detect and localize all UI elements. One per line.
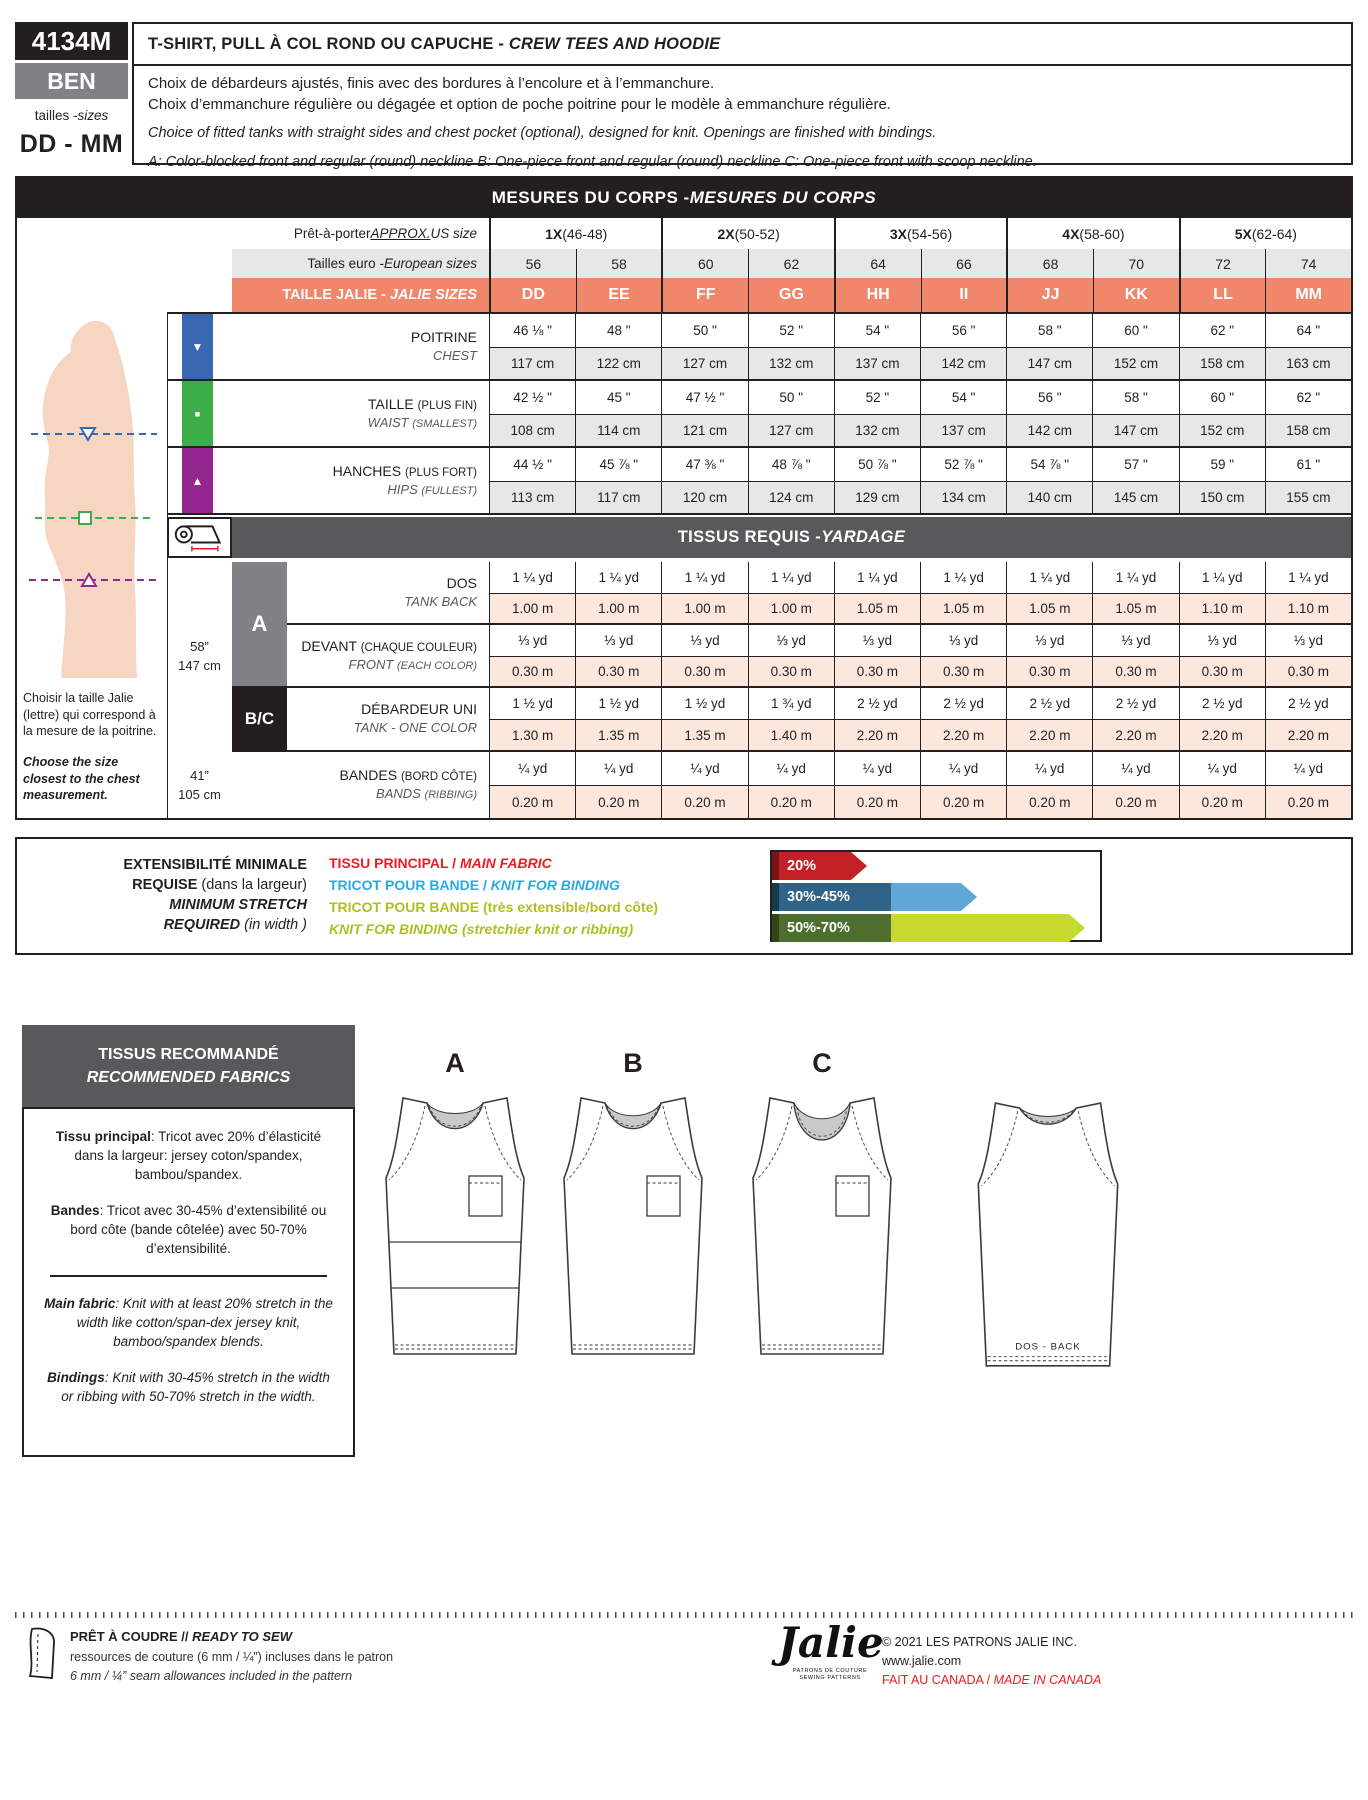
m-cell: 0.30 m bbox=[920, 657, 1006, 686]
m-cell: 1.05 m bbox=[1092, 594, 1178, 623]
waist-cm-cell: 147 cm bbox=[1092, 415, 1178, 446]
euro-size-cell: 66 bbox=[921, 249, 1007, 278]
waist-label: TAILLE (PLUS FIN) WAIST (SMALLEST) bbox=[367, 395, 477, 430]
yd-cell: ¼ yd bbox=[920, 752, 1006, 786]
waist-cm-cell: 108 cm bbox=[489, 415, 575, 446]
waist-in-cell: 45 " bbox=[575, 381, 661, 415]
m-cell: 2.20 m bbox=[1265, 720, 1351, 750]
model-code-badge bbox=[15, 63, 128, 99]
waist-cm-cell: 114 cm bbox=[575, 415, 661, 446]
waist-cm-cell: 158 cm bbox=[1265, 415, 1351, 446]
ribbing-legend-en: KNIT FOR BINDING (stretchier knit or ribbing) bbox=[329, 921, 634, 937]
hips-in-cell: 48 ⅞ " bbox=[748, 448, 834, 482]
website-url: www.jalie.com bbox=[882, 1654, 962, 1668]
yd-cell: 1 ¼ yd bbox=[834, 562, 920, 594]
hips-in-cell: 54 ⅞ " bbox=[1006, 448, 1092, 482]
chest-in-cell: 62 " bbox=[1179, 314, 1265, 348]
us-size-row bbox=[232, 218, 1351, 250]
arrow-shaft bbox=[891, 883, 961, 911]
waist-cm-cell: 121 cm bbox=[661, 415, 747, 446]
m-cell: 0.20 m bbox=[575, 786, 661, 818]
m-cell: 2.20 m bbox=[1179, 720, 1265, 750]
yd-cell: 1 ¼ yd bbox=[1092, 562, 1178, 594]
size-selection-note-fr: Choisir la taille Jalie (lettre) qui correspond à la mesure de la poitrine. bbox=[23, 691, 157, 738]
description-fr-1: Choix de débardeurs ajustés, finis avec des bordures à l’encolure et à l’emmanchure. bbox=[148, 75, 715, 92]
m-cell: 0.30 m bbox=[489, 657, 575, 686]
made-in-canada: FAIT AU CANADA / MADE IN CANADA bbox=[882, 1673, 1102, 1687]
hips-label: HANCHES (PLUS FORT) HIPS (FULLEST) bbox=[332, 462, 477, 497]
m-cell: 2.20 m bbox=[1006, 720, 1092, 750]
jalie-size-cell: FF bbox=[661, 278, 748, 312]
recommended-fabrics-header: TISSUS RECOMMANDÉ RECOMMENDED FABRICS bbox=[22, 1025, 355, 1107]
us-size-cells bbox=[489, 218, 1351, 249]
m-cell: 0.30 m bbox=[661, 657, 747, 686]
chest-cm-cell: 132 cm bbox=[748, 348, 834, 379]
yd-cell: 2 ½ yd bbox=[1179, 688, 1265, 720]
yd-cell: ¼ yd bbox=[661, 752, 747, 786]
jalie-logo-subtitle: PATRONS DE COUTURE SEWING PATTERNS bbox=[792, 1668, 868, 1681]
m-cell: 0.20 m bbox=[1006, 786, 1092, 818]
yd-cell: 2 ½ yd bbox=[1092, 688, 1178, 720]
m-cell: 1.00 m bbox=[489, 594, 575, 623]
yd-cell: 2 ½ yd bbox=[1265, 688, 1351, 720]
yd-cell: ¼ yd bbox=[575, 752, 661, 786]
tank-back-row bbox=[232, 562, 1351, 623]
hips-cm-cell: 150 cm bbox=[1179, 482, 1265, 513]
jalie-size-cell: DD bbox=[489, 278, 576, 312]
hips-cm-cell: 120 cm bbox=[661, 482, 747, 513]
hips-cm-cell: 124 cm bbox=[748, 482, 834, 513]
jalie-size-cell: GG bbox=[748, 278, 834, 312]
chest-cm-cell: 147 cm bbox=[1006, 348, 1092, 379]
chest-row bbox=[167, 314, 1351, 379]
fabrics-para-bands-en: Bindings: Knit with 30-45% stretch in the width or ribbing with 50-70% stretch in the width. bbox=[47, 1370, 330, 1404]
ready-to-sew-note bbox=[70, 1627, 393, 1686]
m-cell: 1.05 m bbox=[1006, 594, 1092, 623]
one-color-tank-row bbox=[232, 688, 1351, 750]
front-yd-cells bbox=[489, 625, 1351, 657]
bar-tick bbox=[772, 883, 779, 911]
yd-cell: ⅓ yd bbox=[834, 625, 920, 657]
waist-in-cell: 52 " bbox=[834, 381, 920, 415]
m-cell: 0.30 m bbox=[1265, 657, 1351, 686]
hips-inches-cells bbox=[489, 448, 1351, 482]
view-a-group-badge: A bbox=[232, 562, 287, 686]
view-c-letter: C bbox=[812, 1048, 832, 1078]
seam-allowance-fr: ressources de couture (6 mm / ¼”) incluses dans le patron bbox=[70, 1650, 394, 1664]
euro-size-cell: 62 bbox=[748, 249, 834, 278]
yd-cell: 1 ¼ yd bbox=[489, 562, 575, 594]
hips-cm-cell: 140 cm bbox=[1006, 482, 1092, 513]
yd-cell: ⅓ yd bbox=[920, 625, 1006, 657]
bands-yd-cells bbox=[489, 752, 1351, 786]
hips-cm-cell: 113 cm bbox=[489, 482, 575, 513]
waist-in-cell: 60 " bbox=[1179, 381, 1265, 415]
size-range: DD - MM bbox=[19, 129, 124, 158]
m-cell: 0.20 m bbox=[489, 786, 575, 818]
bands-row bbox=[232, 752, 1351, 818]
one-color-m-cells bbox=[489, 720, 1351, 750]
stretch-bar-20 bbox=[772, 852, 867, 880]
stretch-bar-50-70-label: 50%-70% bbox=[779, 914, 891, 942]
arrow-head-icon bbox=[961, 883, 977, 911]
m-cell: 1.30 m bbox=[489, 720, 575, 750]
hips-cm-cell: 155 cm bbox=[1265, 482, 1351, 513]
yd-cell: 1 ½ yd bbox=[661, 688, 747, 720]
ready-to-sew-title: PRÊT À COUDRE // READY TO SEW bbox=[70, 1629, 293, 1644]
yd-cell: 1 ¼ yd bbox=[1179, 562, 1265, 594]
m-cell: 1.10 m bbox=[1179, 594, 1265, 623]
m-cell: 1.40 m bbox=[748, 720, 834, 750]
size-selection-note-en: Choose the size closest to the chest measurement. bbox=[23, 755, 140, 802]
chest-cm-cell: 152 cm bbox=[1092, 348, 1178, 379]
euro-size-row bbox=[232, 249, 1351, 278]
m-cell: 0.30 m bbox=[834, 657, 920, 686]
copyright: © 2021 LES PATRONS JALIE INC. bbox=[882, 1635, 1077, 1649]
m-cell: 1.35 m bbox=[661, 720, 747, 750]
m-cell: 0.20 m bbox=[661, 786, 747, 818]
m-cell: 0.30 m bbox=[748, 657, 834, 686]
waist-in-cell: 62 " bbox=[1265, 381, 1351, 415]
fabrics-para-main-fr: Tissu principal: Tricot avec 20% d’élasticité dans la largeur: jersey coton/spandex, bambou/spandex. bbox=[55, 1129, 322, 1182]
front-m-cells bbox=[489, 657, 1351, 686]
stretch-legend bbox=[329, 852, 769, 940]
stretch-bar-30-45-label: 30%-45% bbox=[779, 883, 891, 911]
yd-cell: 1 ¼ yd bbox=[748, 562, 834, 594]
yd-cell: 1 ¼ yd bbox=[661, 562, 747, 594]
waist-in-cell: 47 ½ " bbox=[661, 381, 747, 415]
euro-size-label: Tailles euro - European sizes bbox=[307, 256, 477, 271]
hips-row bbox=[167, 448, 1351, 513]
yd-cell: 1 ¼ yd bbox=[1006, 562, 1092, 594]
waist-cm-cell: 127 cm bbox=[748, 415, 834, 446]
chest-cm-cell: 137 cm bbox=[834, 348, 920, 379]
one-color-yd-cells bbox=[489, 688, 1351, 720]
yd-cell: 1 ¼ yd bbox=[1265, 562, 1351, 594]
jalie-size-cells bbox=[489, 278, 1351, 312]
yd-cell: 2 ½ yd bbox=[834, 688, 920, 720]
euro-size-cells bbox=[489, 249, 1351, 278]
yd-cell: ¼ yd bbox=[748, 752, 834, 786]
front-row bbox=[232, 625, 1351, 686]
chest-inches-cells bbox=[489, 314, 1351, 348]
chest-marker-icon: ▼ bbox=[182, 314, 213, 379]
stretch-bar-30-45 bbox=[772, 883, 977, 911]
yd-cell: ⅓ yd bbox=[489, 625, 575, 657]
chest-pocket bbox=[469, 1176, 502, 1216]
yd-cell: ⅓ yd bbox=[1179, 625, 1265, 657]
body-measurements-header: MESURES DU CORPS - MESURES DU CORPS bbox=[17, 178, 1351, 218]
hips-in-cell: 61 " bbox=[1265, 448, 1351, 482]
hips-cm-cell: 134 cm bbox=[920, 482, 1006, 513]
back-view-label: DOS - BACK bbox=[1015, 1341, 1081, 1353]
euro-size-cell: 68 bbox=[1006, 249, 1093, 278]
sizes-label: tailles - sizes bbox=[34, 107, 109, 123]
hips-cm-cell: 145 cm bbox=[1092, 482, 1178, 513]
main-fabric-legend: TISSU PRINCIPAL / MAIN FABRIC bbox=[329, 855, 552, 871]
description-fr-2: Choix d’emmanchure régulière ou dégagée et option de poche poitrine pour le modèle à emmanchure régulière. bbox=[148, 96, 891, 113]
euro-size-cell: 60 bbox=[661, 249, 748, 278]
us-size-cell: 2X (50-52) bbox=[661, 218, 833, 249]
yd-cell: 1 ¾ yd bbox=[748, 688, 834, 720]
view-b-letter: B bbox=[623, 1048, 643, 1078]
yd-cell: ¼ yd bbox=[1006, 752, 1092, 786]
stretch-bar-20-label: 20% bbox=[779, 852, 851, 880]
jalie-size-cell: HH bbox=[834, 278, 921, 312]
stretch-requirement-section bbox=[15, 837, 1353, 955]
euro-size-cell: 56 bbox=[489, 249, 576, 278]
hips-marker-icon: ▲ bbox=[182, 448, 213, 513]
chest-in-cell: 48 " bbox=[575, 314, 661, 348]
tank-back-m-cells bbox=[489, 594, 1351, 623]
euro-size-cell: 64 bbox=[834, 249, 921, 278]
chest-in-cell: 54 " bbox=[834, 314, 920, 348]
yd-cell: ¼ yd bbox=[1092, 752, 1178, 786]
jalie-size-cell: EE bbox=[576, 278, 662, 312]
chest-cm-cell: 142 cm bbox=[920, 348, 1006, 379]
divider bbox=[50, 1275, 327, 1277]
waist-marker-icon: ■ bbox=[182, 381, 213, 446]
us-size-label: Prêt-à-porter APPROX. US size bbox=[293, 226, 477, 241]
waist-in-cell: 58 " bbox=[1092, 381, 1178, 415]
fabrics-para-main-en: Main fabric: Knit with at least 20% stretch in the width like cotton/span-dex jersey knit, bamboo/spandex blends. bbox=[44, 1296, 333, 1349]
hips-cm-cell: 129 cm bbox=[834, 482, 920, 513]
arrow-shaft bbox=[891, 914, 1069, 942]
chest-in-cell: 58 " bbox=[1006, 314, 1092, 348]
tank-view-a-drawing bbox=[370, 1090, 540, 1372]
stretch-gauge bbox=[770, 850, 1102, 942]
view-bc-group-badge: B/C bbox=[232, 688, 287, 750]
hips-in-cell: 50 ⅞ " bbox=[834, 448, 920, 482]
fabric-width-41: 41” 105 cm bbox=[178, 768, 221, 802]
m-cell: 2.20 m bbox=[834, 720, 920, 750]
m-cell: 0.20 m bbox=[1092, 786, 1178, 818]
pattern-number-badge bbox=[15, 22, 128, 60]
jalie-logo bbox=[778, 1618, 882, 1682]
publisher-info bbox=[882, 1633, 1101, 1690]
model-code: BEN bbox=[47, 67, 96, 94]
m-cell: 0.20 m bbox=[1265, 786, 1351, 818]
recommended-fabrics-body bbox=[22, 1107, 355, 1457]
waist-inches-cells bbox=[489, 381, 1351, 415]
m-cell: 0.30 m bbox=[1092, 657, 1178, 686]
stretch-title: EXTENSIBILITÉ MINIMALE REQUISE (dans la largeur) MINIMUM STRETCH REQUIRED (in width ) bbox=[123, 857, 307, 933]
m-cell: 2.20 m bbox=[1092, 720, 1178, 750]
m-cell: 1.05 m bbox=[920, 594, 1006, 623]
description-en-1: Choice of fitted tanks with straight sides and chest pocket (optional), designed for knit. Openings are finished with bindings. bbox=[148, 125, 937, 141]
m-cell: 0.20 m bbox=[834, 786, 920, 818]
us-size-cell: 1X (46-48) bbox=[489, 218, 661, 249]
hips-cm-cells bbox=[489, 482, 1351, 513]
yd-cell: 1 ¼ yd bbox=[920, 562, 1006, 594]
waist-cm-cell: 137 cm bbox=[920, 415, 1006, 446]
body-silhouette-illustration bbox=[19, 318, 167, 680]
jalie-size-row bbox=[232, 278, 1351, 312]
yd-cell: 1 ½ yd bbox=[489, 688, 575, 720]
waist-cm-cell: 132 cm bbox=[834, 415, 920, 446]
euro-size-cell: 70 bbox=[1093, 249, 1179, 278]
jalie-logo-script: Jalie bbox=[778, 1618, 884, 1667]
bar-tick bbox=[772, 914, 779, 942]
tank-view-c-drawing bbox=[737, 1090, 907, 1372]
chest-cm-cell: 122 cm bbox=[575, 348, 661, 379]
m-cell: 0.20 m bbox=[920, 786, 1006, 818]
yd-cell: ⅓ yd bbox=[1006, 625, 1092, 657]
pattern-number: 4134M bbox=[31, 25, 112, 56]
jalie-size-cell: KK bbox=[1093, 278, 1179, 312]
m-cell: 0.30 m bbox=[1179, 657, 1265, 686]
us-size-cell: 3X (54-56) bbox=[834, 218, 1006, 249]
jalie-size-cell: LL bbox=[1179, 278, 1266, 312]
m-cell: 1.35 m bbox=[575, 720, 661, 750]
jalie-size-cell: JJ bbox=[1006, 278, 1093, 312]
euro-size-cell: 72 bbox=[1179, 249, 1266, 278]
bands-m-cells bbox=[489, 786, 1351, 818]
yd-cell: ⅓ yd bbox=[575, 625, 661, 657]
m-cell: 0.30 m bbox=[575, 657, 661, 686]
tank-back-view-drawing bbox=[962, 1095, 1134, 1385]
chest-cm-cell: 127 cm bbox=[661, 348, 747, 379]
yardage-header: TISSUS REQUIS - YARDAGE bbox=[232, 517, 1351, 558]
yd-cell: ⅓ yd bbox=[661, 625, 747, 657]
euro-size-cell: 74 bbox=[1265, 249, 1351, 278]
chest-in-cell: 52 " bbox=[748, 314, 834, 348]
ribbing-legend-fr: TRICOT POUR BANDE (très extensible/bord côte) bbox=[329, 899, 659, 915]
waist-in-cell: 42 ½ " bbox=[489, 381, 575, 415]
measurements-yardage-table bbox=[15, 176, 1353, 820]
waist-in-cell: 54 " bbox=[920, 381, 1006, 415]
hips-in-cell: 59 " bbox=[1179, 448, 1265, 482]
pattern-piece-icon bbox=[24, 1626, 60, 1682]
waist-in-cell: 50 " bbox=[748, 381, 834, 415]
m-cell: 1.00 m bbox=[748, 594, 834, 623]
description bbox=[134, 66, 1351, 180]
m-cell: 1.00 m bbox=[575, 594, 661, 623]
chest-cm-cells bbox=[489, 348, 1351, 379]
page-title: T-SHIRT, PULL À COL ROND OU CAPUCHE - CREW TEES AND HOODIE bbox=[134, 24, 1351, 66]
yd-cell: ⅓ yd bbox=[748, 625, 834, 657]
perforation-divider bbox=[15, 1612, 1353, 1618]
fabric-width-58: 58” 147 cm bbox=[178, 639, 221, 673]
yd-cell: ¼ yd bbox=[834, 752, 920, 786]
description-en-2: A: Color-blocked front and regular (round) neckline B: One-piece front and regular (round) neckline C: One-piece front with scoop neckline. bbox=[148, 154, 1037, 170]
jalie-size-cell: II bbox=[921, 278, 1007, 312]
yd-cell: 1 ½ yd bbox=[575, 688, 661, 720]
waist-cm-cell: 142 cm bbox=[1006, 415, 1092, 446]
seam-allowance-en: 6 mm / ¼” seam allowances included in the pattern bbox=[70, 1669, 353, 1683]
view-a-letter: A bbox=[445, 1048, 465, 1078]
tank-back-yd-cells bbox=[489, 562, 1351, 594]
m-cell: 1.05 m bbox=[834, 594, 920, 623]
tank-back-label: DOS TANK BACK bbox=[404, 574, 477, 609]
chest-in-cell: 56 " bbox=[920, 314, 1006, 348]
hips-in-cell: 57 " bbox=[1092, 448, 1178, 482]
hips-in-cell: 47 ⅜ " bbox=[661, 448, 747, 482]
chest-in-cell: 60 " bbox=[1092, 314, 1178, 348]
euro-size-cell: 58 bbox=[576, 249, 662, 278]
waist-row bbox=[167, 381, 1351, 446]
us-size-cell: 4X (58-60) bbox=[1006, 218, 1178, 249]
m-cell: 2.20 m bbox=[920, 720, 1006, 750]
stretch-bar-50-70 bbox=[772, 914, 1085, 942]
one-color-tank-label: DÉBARDEUR UNI TANK - ONE COLOR bbox=[353, 701, 477, 735]
hips-in-cell: 44 ½ " bbox=[489, 448, 575, 482]
yd-cell: ¼ yd bbox=[1265, 752, 1351, 786]
m-cell: 1.10 m bbox=[1265, 594, 1351, 623]
waist-line-marker bbox=[79, 512, 91, 524]
m-cell: 0.30 m bbox=[1006, 657, 1092, 686]
title-description-box bbox=[132, 22, 1353, 170]
chest-in-cell: 50 " bbox=[661, 314, 747, 348]
waist-cm-cell: 152 cm bbox=[1179, 415, 1265, 446]
yd-cell: ¼ yd bbox=[489, 752, 575, 786]
chest-in-cell: 64 " bbox=[1265, 314, 1351, 348]
chest-pocket bbox=[647, 1176, 680, 1216]
jalie-size-cell: MM bbox=[1265, 278, 1351, 312]
tank-view-b-drawing bbox=[548, 1090, 718, 1372]
bands-label: BANDES (BORD CÔTE) BANDS (RIBBING) bbox=[339, 767, 477, 801]
waist-in-cell: 56 " bbox=[1006, 381, 1092, 415]
arrow-head-icon bbox=[851, 852, 867, 880]
chest-label: POITRINE CHEST bbox=[410, 328, 477, 363]
yd-cell: ¼ yd bbox=[1179, 752, 1265, 786]
fabrics-para-bands-fr: Bandes: Tricot avec 30-45% d’extensibilité ou bord côte (bande côtelée) avec 50-70% d’extensibilité. bbox=[50, 1203, 327, 1256]
hips-in-cell: 52 ⅞ " bbox=[920, 448, 1006, 482]
chest-in-cell: 46 ⅛ " bbox=[489, 314, 575, 348]
yd-cell: ⅓ yd bbox=[1265, 625, 1351, 657]
chest-pocket bbox=[836, 1176, 869, 1216]
binding-knit-legend: TRICOT POUR BANDE / KNIT FOR BINDING bbox=[329, 877, 620, 893]
front-label: DEVANT (CHAQUE COULEUR) FRONT (EACH COLOR) bbox=[301, 637, 477, 672]
fabric-roll-icon bbox=[167, 517, 232, 558]
m-cell: 0.20 m bbox=[748, 786, 834, 818]
hips-in-cell: 45 ⅞ " bbox=[575, 448, 661, 482]
yd-cell: 1 ¼ yd bbox=[575, 562, 661, 594]
jalie-size-label: TAILLE JALIE - JALIE SIZES bbox=[282, 287, 477, 303]
m-cell: 1.00 m bbox=[661, 594, 747, 623]
yd-cell: 2 ½ yd bbox=[920, 688, 1006, 720]
yd-cell: ⅓ yd bbox=[1092, 625, 1178, 657]
arrow-head-icon bbox=[1069, 914, 1085, 942]
m-cell: 0.20 m bbox=[1179, 786, 1265, 818]
hips-cm-cell: 117 cm bbox=[575, 482, 661, 513]
chest-cm-cell: 158 cm bbox=[1179, 348, 1265, 379]
waist-cm-cells bbox=[489, 415, 1351, 446]
chest-cm-cell: 163 cm bbox=[1265, 348, 1351, 379]
yd-cell: 2 ½ yd bbox=[1006, 688, 1092, 720]
bar-tick bbox=[772, 852, 779, 880]
chest-cm-cell: 117 cm bbox=[489, 348, 575, 379]
us-size-cell: 5X (62-64) bbox=[1179, 218, 1351, 249]
